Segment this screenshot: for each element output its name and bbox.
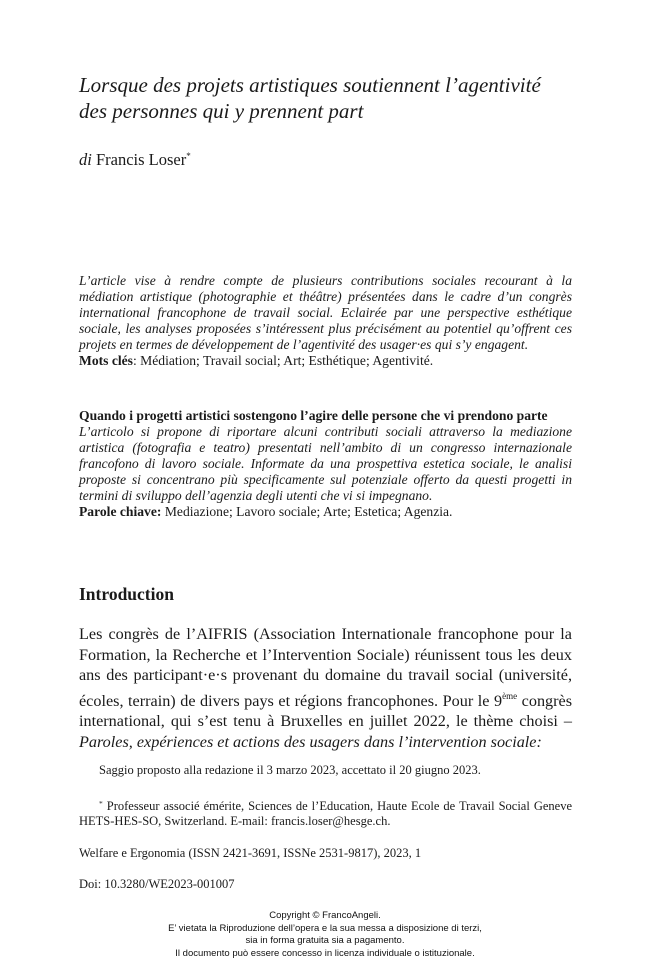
author-footnote-symbol: * [99,798,103,808]
keywords-french-label: Mots clés [79,353,133,368]
submission-note: Saggio proposto alla redazione il 3 marzo 2023, accettato il 20 giugno 2023. [99,763,481,777]
keywords-italian-list: Mediazione; Lavoro sociale; Arte; Estetica; Agenzia. [161,504,453,519]
abstract-italian-title: Quando i progetti artistici sostengono l’agire delle persone che vi prendono parte [79,408,548,423]
author-footnote [79,796,572,830]
introduction-text-after: congrès international, qui s’est tenu à Bruxelles en juillet 2022, le thème choisi – [79,691,573,730]
author-line [79,146,191,170]
ordinal-superscript: ème [502,690,518,701]
copyright-line-4: Il documento può essere concesso in licenza individuale o istituzionale. [175,947,475,959]
introduction-paragraph [79,624,572,752]
footnotes [79,763,572,893]
keywords-french [79,353,572,369]
article-title: Lorsque des projets artistiques soutiennent l’agentivité des personnes qui y prennent part [79,73,541,123]
doi-info: Doi: 10.3280/WE2023-001007 [79,877,235,891]
copyright-notice [0,910,650,960]
keywords-italian-label: Parole chiave: [79,504,162,519]
author-name: Francis Loser [95,150,187,169]
section-heading-introduction: Introduction [79,584,174,604]
abstract-italian-text: L’articolo si propone di riportare alcuni contributi sociali attraverso la mediazione artistica (fotografia e teatro) presentati nell’ambito di un congresso internazionale francofono di lavoro sociale. Informate da una prospettiva estetica sociale, le analisi proposte si concentrano più specificamente sul potenziale offerto da questi progetti in termini di sviluppo dell’agenzia degli utenti che vi si impegnano. [79,424,572,503]
keywords-french-list: : Médiation; Travail social; Art; Esthétique; Agentivité. [132,353,434,368]
introduction-theme-italic: Paroles, expériences et actions des usagers dans l’intervention sociale: [79,732,542,751]
abstract-french [79,273,572,369]
author-footnote-mark: * [186,151,191,161]
introduction-text-before: Les congrès de l’AIFRIS (Association Internationale francophone pour la Formation, la Recherche et l’Intervention Sociale) réunissent tous les deux ans des participant·e·s provenant du domaine du travail social (université, écoles, terrain) de divers pays et régions francophones. Pour le 9 [79,625,572,710]
author-footnote-text: Professeur associé émérite, Sciences de l’Education, Haute Ecole de Travail Social Geneve HETS-HES-SO, Switzerland. E-mail: francis.loser@hesge.ch. [79,798,572,828]
copyright-line-1: Copyright © FrancoAngeli. [269,910,381,921]
abstract-french-text: L’article vise à rendre compte de plusieurs contributions sociales recourant à la médiation artistique (photographie et théâtre) présentées dans le cadre d’un congrès international francophone de travail social. Eclairée par une perspective esthétique sociale, les analyses proposées s’intéressent plus précisément au potentiel qu’offrent ces projets en termes de développement de l’agentivité des usager·es qui s’y engagent. [79,273,572,352]
abstract-italian [79,408,572,520]
copyright-line-2: E’ vietata la Riproduzione dell’opera e la sua messa a disposizione di terzi, [168,922,482,934]
journal-info: Welfare e Ergonomia (ISSN 2421-3691, ISSNe 2531-9817), 2023, 1 [79,845,422,860]
author-prefix: di [79,150,92,169]
copyright-line-3: sia in forma gratuita sia a pagamento. [245,935,405,946]
keywords-italian [79,504,572,520]
